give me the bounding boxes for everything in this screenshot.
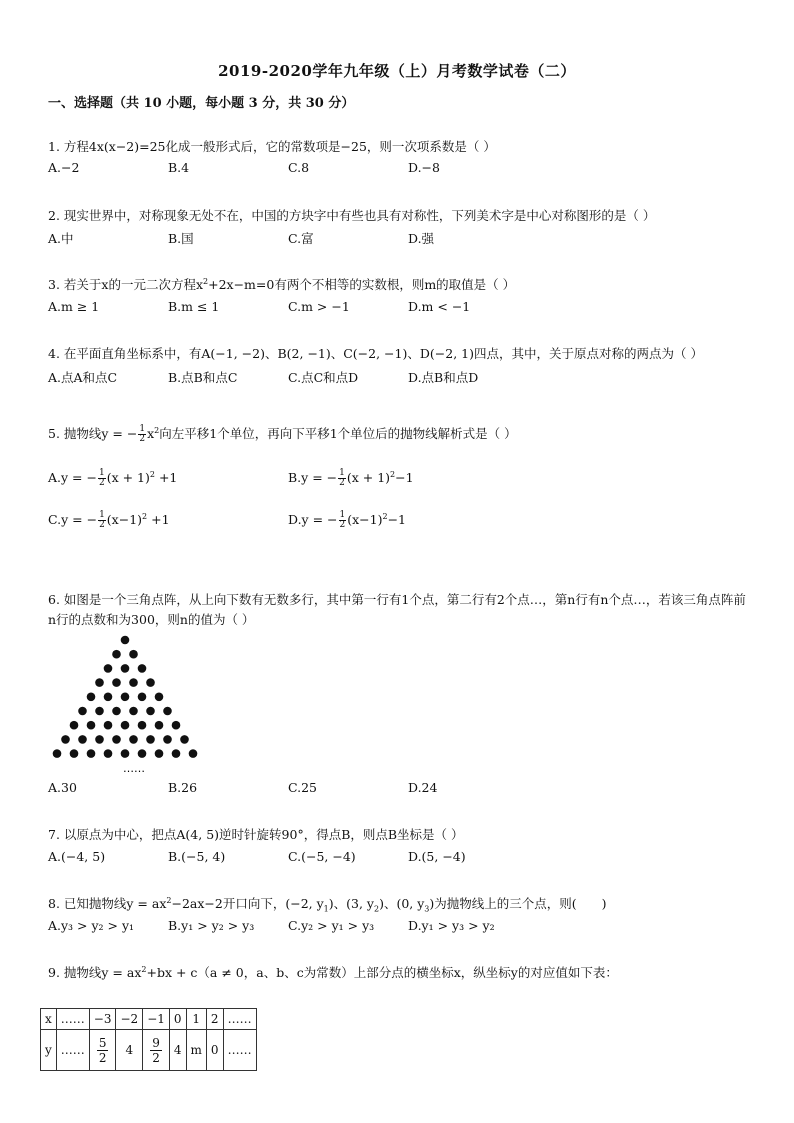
table-cell: [89, 1030, 116, 1071]
option-c[interactable]: C.m > −1: [288, 299, 350, 314]
numerator: 1: [99, 510, 105, 520]
option-body: (x−1): [347, 512, 383, 527]
fraction-one-half: [98, 469, 106, 488]
question-5-option-c[interactable]: C.y = − $\frac{1}{2}$ $(x-1)^2 +1$: [48, 510, 170, 530]
question-9-stem-part-b: +bx + c（a ≠ 0，a、b、c为常数）上部分点的横坐标x，纵坐标y的对应值如下表：: [146, 965, 618, 980]
option-prefix: B.y = −: [288, 470, 338, 485]
question-8-stem-part-b: −2ax−2开口向下，(−2, y: [171, 896, 324, 911]
triangle-dot: [112, 650, 121, 659]
triangle-dot: [180, 735, 189, 744]
dot-grid: [53, 636, 198, 758]
question-8-stem-part-e: )为抛物线上的三个点，则( ): [429, 896, 607, 911]
triangle-dot: [146, 678, 155, 687]
triangle-dot: [138, 664, 147, 673]
table-cell: m: [186, 1030, 206, 1071]
option-b[interactable]: B.点B和点C: [168, 370, 238, 385]
table-cell: 0: [206, 1030, 223, 1071]
fraction-value: [97, 1036, 109, 1065]
question-8-stem: 8. 已知抛物线$y = ax^2-2ax-2$开口向下，(−2, $y_1$)、(3, $y_2$)、(0, $y_3$)为抛物线上的三个点，则( ): [48, 895, 607, 914]
triangle-dot: [129, 735, 138, 744]
triangle-dot: [70, 749, 79, 758]
question-8-options: [48, 918, 748, 938]
table-cell: ……: [56, 1009, 89, 1030]
option-tail: +1: [154, 470, 178, 485]
numerator: 1: [98, 468, 105, 478]
fraction-one-half: [338, 469, 346, 488]
triangle-dot: [155, 721, 164, 730]
question-5-option-d[interactable]: D.y = − $\frac{1}{2}$ $(x-1)^2-1$: [288, 510, 407, 530]
question-9-stem-part-a: 9. 抛物线y = ax: [48, 965, 142, 980]
table-header-x: x: [41, 1009, 57, 1030]
option-b[interactable]: B.4: [168, 160, 190, 175]
triangle-dot: [87, 721, 96, 730]
xy-value-table: [40, 1008, 257, 1071]
option-a[interactable]: A.−2: [48, 160, 80, 175]
denominator: 2: [152, 1050, 160, 1065]
option-a[interactable]: A.30: [48, 780, 77, 795]
numerator: 5: [98, 1035, 107, 1050]
triangle-dot: [129, 678, 138, 687]
fraction-one-half: [138, 425, 146, 444]
option-d[interactable]: D.24: [408, 780, 438, 795]
triangle-dot: [163, 735, 172, 744]
option-a[interactable]: A.y₃ > y₂ > y₁: [48, 918, 135, 933]
triangle-dot: [155, 693, 164, 702]
option-c[interactable]: C.点C和点D: [288, 370, 359, 385]
question-3-stem-part-b: +2x−m=0有两个不相等的实数根，则m的取值是（ ）: [208, 277, 516, 292]
triangle-dot: [138, 721, 147, 730]
question-4-stem: 4. 在平面直角坐标系中，有A(−1, −2)、B(2, −1)、C(−2, −1)、D(−2, 1)四点，其中，关于原点对称的两点为（ ）: [48, 346, 703, 361]
triangle-dot: [87, 749, 96, 758]
triangle-dot: [95, 735, 104, 744]
table-row-x: [41, 1009, 257, 1030]
fraction-one-half: [339, 511, 347, 530]
table-cell: [143, 1030, 170, 1071]
figure-ellipsis: ……: [123, 762, 145, 774]
triangle-dot: [112, 707, 121, 716]
question-5-stem: 5. 抛物线y = − $\frac{1}{2}$ $x^2$向左平移1个单位，再向下平移1个单位后的抛物线解析式是（ ）: [48, 424, 517, 444]
triangle-dot: [155, 749, 164, 758]
option-d[interactable]: D.y₁ > y₃ > y₂: [408, 918, 495, 933]
option-a[interactable]: A.m ≥ 1: [48, 299, 100, 314]
triangle-dot: [163, 707, 172, 716]
table-cell: −2: [116, 1009, 143, 1030]
triangle-dot: [121, 721, 130, 730]
question-9-stem: 9. 抛物线$y = ax^2+bx + c(a \ne 0$，a、b、c为常数）上部分点的横坐标x，纵坐标y的对应值如下表：: [48, 964, 618, 980]
option-b[interactable]: B.26: [168, 780, 198, 795]
question-2-stem: 2. 现实世界中，对称现象无处不在，中国的方块字中有些也具有对称性，下列美术字是中心对称图形的是（ ）: [48, 208, 656, 223]
question-5-stem-part-b: x: [147, 426, 155, 441]
fraction-one-half: [98, 511, 106, 530]
option-body: (x + 1): [346, 470, 391, 485]
triangle-dot: [172, 749, 181, 758]
option-d[interactable]: D.(5, −4): [408, 849, 466, 864]
triangle-dot-figure: [48, 634, 208, 774]
table-row-y: [41, 1030, 257, 1071]
question-3-stem-part-a: 3. 若关于x的一元二次方程x: [48, 277, 203, 292]
option-prefix: C.y = −: [48, 512, 98, 527]
triangle-dot: [104, 749, 113, 758]
denominator: 2: [98, 1050, 107, 1065]
page-title: 2019-2020学年九年级（上）月考数学试卷（二）: [218, 62, 576, 80]
denominator: 2: [339, 478, 345, 488]
denominator: 2: [139, 434, 146, 444]
table-cell: −3: [89, 1009, 116, 1030]
triangle-dot: [172, 721, 181, 730]
question-7-stem: 7. 以原点为中心，把点A(4, 5)逆时针旋转90°，得点B，则点B坐标是（ ）: [48, 827, 464, 842]
denominator: 2: [98, 478, 105, 488]
option-c[interactable]: C.(−5, −4): [288, 849, 356, 864]
triangle-dot: [61, 735, 70, 744]
denominator: 2: [339, 520, 346, 530]
numerator: 1: [139, 424, 146, 434]
option-d[interactable]: D.点B和点D: [408, 370, 479, 385]
triangle-dot: [104, 664, 113, 673]
numerator: 1: [339, 468, 345, 478]
triangle-dot: [146, 707, 155, 716]
option-d[interactable]: D.−8: [408, 160, 440, 175]
question-5-stem-part-a: 5. 抛物线y = −: [48, 426, 138, 441]
question-6-options: [48, 780, 748, 800]
table-cell: 1: [186, 1009, 206, 1030]
question-1-options: [48, 160, 748, 180]
question-5-option-b[interactable]: B.y = − $\frac{1}{2}$ $(x + 1)^2-1$: [288, 468, 414, 488]
triangle-dot: [112, 735, 121, 744]
denominator: 2: [99, 520, 105, 530]
question-3-stem: 3. 若关于x的一元二次方程$x^2+2x-m=0$有两个不相等的实数根，则m的取值是（ ）: [48, 276, 516, 292]
triangle-dot: [87, 693, 96, 702]
triangle-dot: [121, 664, 130, 673]
numerator: 9: [152, 1035, 160, 1050]
fraction-value: [150, 1036, 162, 1065]
question-3-options: [48, 299, 748, 319]
triangle-dot: [121, 693, 130, 702]
option-prefix: D.y = −: [288, 512, 338, 527]
option-a[interactable]: A.(−4, 5): [48, 849, 106, 864]
option-c[interactable]: C.25: [288, 780, 317, 795]
question-7-options: [48, 849, 748, 869]
triangle-dot: [95, 707, 104, 716]
option-c[interactable]: C.y₂ > y₁ > y₃: [288, 918, 375, 933]
triangle-dot: [95, 678, 104, 687]
triangle-dot: [129, 707, 138, 716]
triangle-dot: [138, 749, 147, 758]
question-8-stem-part-d: )、(0, y: [379, 896, 425, 911]
question-8-stem-part-a: 8. 已知抛物线y = ax: [48, 896, 167, 911]
table-cell: ……: [223, 1009, 256, 1030]
option-prefix: A.y = −: [48, 470, 97, 485]
table-cell: 4: [169, 1030, 186, 1071]
question-5-stem-part-c: 向左平移1个单位，再向下平移1个单位后的抛物线解析式是（ ）: [159, 426, 517, 441]
table-header-y: y: [41, 1030, 57, 1071]
option-body: (x + 1): [106, 470, 150, 485]
table-cell: 0: [169, 1009, 186, 1030]
option-tail: −1: [395, 470, 414, 485]
question-2-options: [48, 229, 748, 249]
triangle-dot: [53, 749, 62, 758]
option-b[interactable]: B.(−5, 4): [168, 849, 226, 864]
option-a[interactable]: A.中: [48, 231, 74, 246]
section-heading: 一、选择题（共 10 小题，每小题 3 分，共 30 分）: [48, 96, 355, 111]
option-d[interactable]: D.m < −1: [408, 299, 471, 314]
table-cell: ……: [223, 1030, 256, 1071]
triangle-dot: [70, 721, 79, 730]
option-b[interactable]: B.m ≤ 1: [168, 299, 220, 314]
table-cell: 2: [206, 1009, 223, 1030]
option-tail: −1: [387, 512, 407, 527]
question-6-stem: 6. 如图是一个三角点阵，从上向下数有无数多行，其中第一行有1个点，第二行有2个点…，第n行有n个点…，若该三角点阵前n行的点数和为300，则n的值为（ ）: [48, 592, 746, 627]
triangle-dot: [104, 721, 113, 730]
table-cell: 4: [116, 1030, 143, 1071]
triangle-dot: [189, 749, 198, 758]
triangle-dot: [146, 735, 155, 744]
question-1-stem: 1. 方程4x(x−2)=25化成一般形式后，它的常数项是−25，则一次项系数是（ ）: [48, 139, 496, 154]
triangle-dot: [121, 749, 130, 758]
question-8-stem-part-c: )、(3, y: [328, 896, 374, 911]
option-b[interactable]: B.国: [168, 231, 194, 246]
triangle-dot: [112, 678, 121, 687]
option-d[interactable]: D.强: [408, 231, 435, 246]
triangle-dot: [104, 693, 113, 702]
triangle-dot: [129, 650, 138, 659]
option-b[interactable]: B.y₁ > y₂ > y₃: [168, 918, 255, 933]
option-c[interactable]: C.8: [288, 160, 310, 175]
triangle-dot: [78, 707, 87, 716]
triangle-dot: [78, 735, 87, 744]
table-cell: −1: [143, 1009, 170, 1030]
option-c[interactable]: C.富: [288, 231, 314, 246]
table-cell: ……: [56, 1030, 89, 1071]
question-4-options: [48, 368, 748, 388]
option-body: (x−1): [106, 512, 143, 527]
option-a[interactable]: A.点A和点C: [48, 370, 118, 385]
triangle-dot: [121, 636, 130, 645]
option-tail: +1: [147, 512, 170, 527]
triangle-dot: [138, 693, 147, 702]
numerator: 1: [339, 510, 346, 520]
question-5-option-a[interactable]: A.y = − $\frac{1}{2}$ $(x + 1)^2 +1$: [48, 468, 178, 488]
